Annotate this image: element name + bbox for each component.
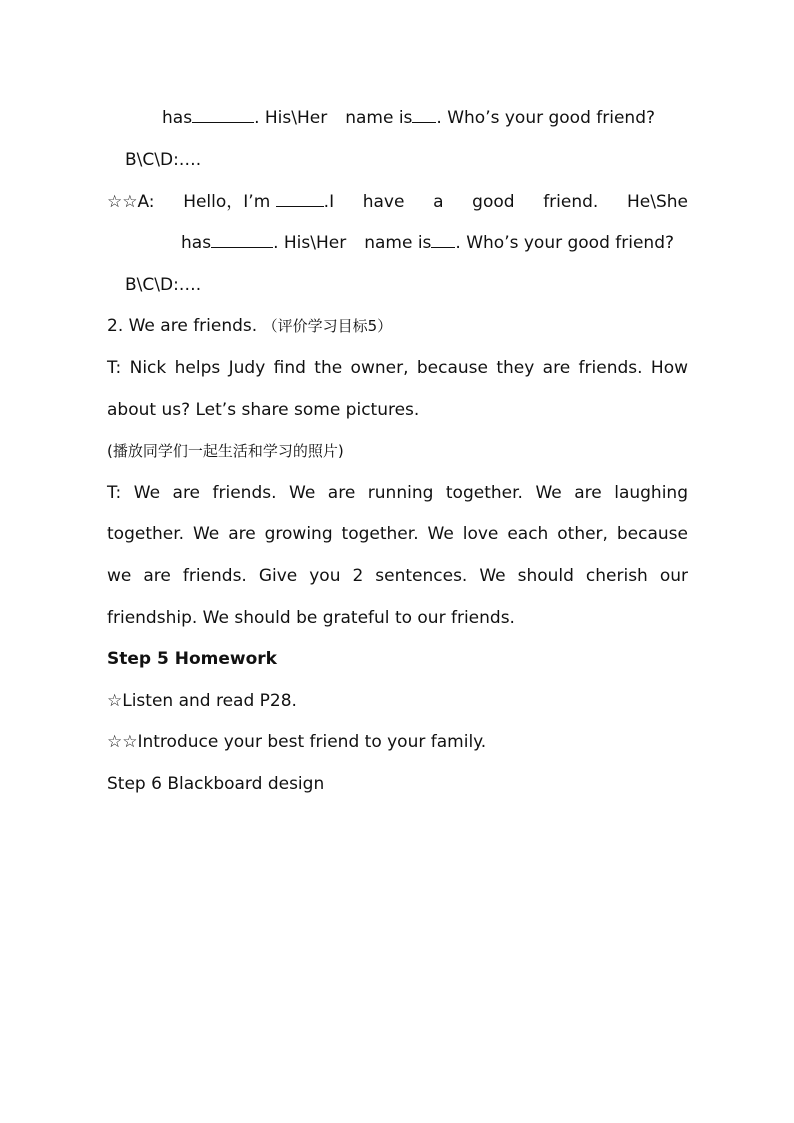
paragraph-line: T: Nick helps Judy find the owner, because they are friends. How (107, 358, 688, 378)
text: has (181, 233, 212, 253)
paragraph-line: we are friends. Give you 2 sentences. We should cherish our (107, 566, 688, 586)
blank (211, 246, 273, 248)
text: Hello，I’m (183, 192, 271, 212)
text: have (362, 192, 405, 212)
blank (276, 205, 324, 207)
text: （评价学习目标5） (262, 317, 393, 335)
dialogue-line-bcd-2: B\C\D:…. (125, 275, 202, 295)
paragraph-line: (播放同学们一起生活和学习的照片) (107, 442, 344, 460)
section-heading (107, 314, 688, 338)
text: .I (323, 192, 335, 212)
step-heading: Step 5 Homework (107, 649, 277, 669)
text: ☆☆A: (107, 192, 155, 212)
text: . Who’s your good friend? (436, 108, 656, 128)
homework-item: ☆Listen and read P28. (107, 691, 297, 711)
text: He\She (626, 192, 688, 212)
homework-item: ☆☆Introduce your best friend to your family. (107, 732, 487, 752)
blank (412, 121, 436, 123)
text: name is (345, 108, 413, 128)
text: . His\Her (273, 233, 347, 253)
blank (192, 121, 254, 123)
step-heading: Step 6 Blackboard design (107, 774, 325, 794)
text: 2. We are friends. (107, 316, 258, 336)
text-group (183, 190, 334, 214)
text: name is (364, 233, 432, 253)
dialogue-line-bcd: B\C\D:…. (125, 150, 202, 170)
dialogue-line-a (107, 190, 688, 214)
text: has (162, 108, 193, 128)
text: friend. (543, 192, 599, 212)
text: . Who’s your good friend? (455, 233, 675, 253)
paragraph-line: together. We are growing together. We love each other, because (107, 524, 688, 544)
paragraph-line: T: We are friends. We are running together. We are laughing (107, 483, 688, 503)
paragraph-line: about us? Let’s share some pictures. (107, 400, 420, 420)
dialogue-line-has-2 (181, 231, 741, 255)
paragraph-line: friendship. We should be grateful to our friends. (107, 608, 515, 628)
text: . His\Her (254, 108, 328, 128)
dialogue-line-has (162, 106, 722, 130)
blank (431, 246, 455, 248)
text: a (433, 192, 444, 212)
text: good (472, 192, 515, 212)
